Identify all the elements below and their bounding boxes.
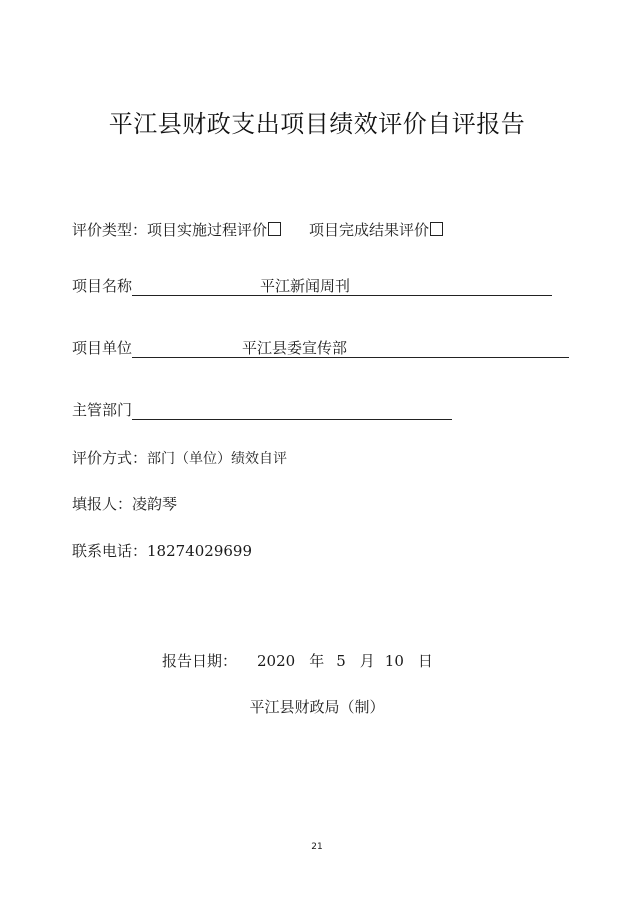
report-day-unit: 日 <box>417 652 433 670</box>
phone-row <box>72 541 252 561</box>
report-year: 2020 <box>257 652 296 670</box>
reporter-label: 填报人： <box>72 495 133 513</box>
project-unit-value: 平江县委宣传部 <box>242 339 348 357</box>
reporter-row <box>72 494 177 514</box>
result-checkbox[interactable] <box>430 222 443 236</box>
phone-label: 联系电话： <box>72 542 148 560</box>
project-unit-label: 项目单位 <box>72 339 133 357</box>
project-unit-row <box>72 338 569 358</box>
supervisor-row <box>72 400 452 420</box>
supervisor-field <box>132 401 452 420</box>
project-name-value: 平江新闻周刊 <box>260 277 351 295</box>
eval-type-label: 评价类型： <box>72 221 148 239</box>
document-title: 平江县财政支出项目绩效评价自评报告 <box>108 110 526 138</box>
process-checkbox[interactable] <box>268 222 281 236</box>
issuer: 平江县财政局（制） <box>249 698 385 716</box>
report-day: 10 <box>384 652 404 670</box>
eval-type-option-result: 项目完成结果评价 <box>309 221 430 239</box>
eval-method-value: 部门（单位）绩效自评 <box>147 451 288 467</box>
report-month: 5 <box>336 652 346 670</box>
report-date-label: 报告日期： <box>162 652 238 670</box>
phone-value: 18274029699 <box>147 542 252 560</box>
reporter-value: 凌韵琴 <box>132 495 178 513</box>
eval-method-row <box>72 448 287 469</box>
report-month-unit: 月 <box>359 652 375 670</box>
project-name-row <box>72 276 552 296</box>
project-name-field <box>132 277 552 296</box>
page-number: 21 <box>311 842 323 852</box>
eval-type-row <box>72 220 443 240</box>
project-name-label: 项目名称 <box>72 277 133 295</box>
project-unit-field <box>132 339 569 358</box>
eval-type-option-process: 项目实施过程评价 <box>147 221 268 239</box>
report-year-unit: 年 <box>309 652 325 670</box>
eval-method-label: 评价方式： <box>72 449 148 467</box>
supervisor-label: 主管部门 <box>72 401 133 419</box>
report-date-row <box>162 651 433 671</box>
